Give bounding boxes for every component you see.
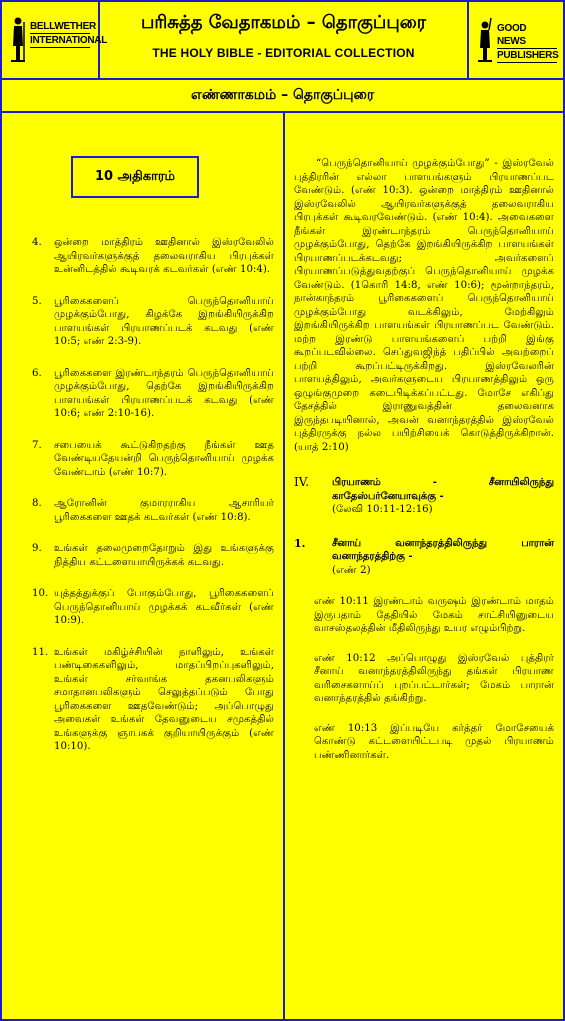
logo-line-2: INTERNATIONAL: [30, 35, 108, 46]
section-heading: [294, 476, 554, 503]
column-divider: [283, 113, 285, 1019]
verse-text: பூரிகைகளைப் பெருந்தொனியாய் முழக்கும்போது, கிழக்கே இறங்கியிருக்கிற பாளயங்கள் பிரயாணப்படக் கடவது (எண் 10:5; எண் 2:3-9).: [54, 295, 274, 347]
verse-item: [32, 236, 274, 277]
good-news-logo: [469, 2, 563, 78]
torch-figure-icon: [477, 16, 493, 62]
right-column: [294, 157, 554, 778]
logo-line-1: GOOD NEWS: [497, 22, 557, 49]
scripture-quotes: [314, 595, 554, 762]
section-reference: (லேவி 10:11-12:16): [332, 504, 433, 515]
verse-item: [32, 542, 274, 569]
section-title-text: பிரயாணம் - சீனாயிலிருந்து காதேஸ்பர்னேயாவுக்கு: [332, 477, 554, 502]
shepherd-figure-icon: [10, 16, 26, 62]
section-number: IV.: [294, 475, 310, 489]
good-news-logo-text: [497, 22, 557, 63]
book-subheader: எண்ணாகமம் – தொகுப்புரை: [2, 80, 563, 113]
subsection-title: [332, 537, 554, 564]
subsection-title-text: சீனாய் வனாந்தரத்திலிருந்து பாரான் வனாந்தரத்திற்கு: [332, 537, 554, 562]
verse-text: உங்கள் மகிழ்ச்சியின் நாளிலும், உங்கள் பண்டிகைகளிலும், மாதப்பிறப்புகளிலும், உங்கள் சர்வாங்க தகனபலிகளும் சமாதானபலிகளும் செலுத்தப்படும் போது பூரிகைகளை ஊதவேண்டும்; அப்பொழுது அவைகள் உங்கள் தேவனுடைய சமுகத்தில் உங்களுக்கு ஞாபகக் குறியாயிருக்கும் (எண் 10:10).: [54, 646, 274, 752]
verse-text: சபையைக் கூட்டுகிறதற்கு நீங்கள் ஊத வேண்டியதேயன்றி பெருந்தொனியாய் முழக்க வேண்டாம் (எண் 10:7).: [54, 439, 274, 478]
left-column: [32, 236, 274, 772]
subsection-dash: -: [408, 551, 413, 562]
verse-text: ஒன்றை மாத்திரம் ஊதினால் இஸ்ரவேலில் ஆயிரவர்களுக்குத் தலைவராகிய பிரபுக்கள் உன்னிடத்தில் கூடிவரக் கடவர்கள் (எண் 10:4).: [54, 237, 274, 275]
subsection-number: 1.: [294, 536, 306, 550]
tamil-title: பரிசுத்த வேதாகமம் – தொகுப்புரை: [140, 12, 427, 33]
verse-number: 10.: [32, 588, 49, 599]
scripture-quote: எண் 10:13 இப்படியே கர்த்தர் மோசேயைக் கொண்டு கட்டளையிட்டபடி முதல் பிரயாணம் பண்ணினார்கள்.: [314, 722, 554, 761]
title-block: [100, 2, 469, 78]
verse-number: 8.: [32, 498, 42, 509]
verse-number: 11.: [32, 646, 49, 658]
verse-number: 6.: [32, 367, 42, 379]
verse-number: 9.: [32, 543, 42, 554]
logo-line-1: BELLWETHER: [30, 21, 96, 32]
verse-item: [32, 295, 274, 349]
section-title: [332, 476, 554, 503]
header: [2, 2, 563, 80]
chapter-heading: 10 அதிகாரம்: [71, 156, 199, 198]
verse-item: [32, 439, 274, 480]
verse-number: 4.: [32, 237, 42, 248]
verse-text: உங்கள் தலைமுறைதோறும் இது உங்களுக்கு நித்திய கட்டளையாயிருக்கக் கடவது.: [54, 543, 274, 568]
verse-item: [32, 497, 274, 524]
verse-text: ஆரோனின் குமாரராகிய ஆசாரியர் பூரிகைகளை ஊதக் கடவர்கள் (எண் 10:8).: [54, 498, 274, 523]
subsection-reference: (எண் 2): [332, 564, 371, 576]
bellwether-logo-text: [30, 20, 108, 48]
commentary-paragraph: “பெருந்தொனியாய் முழக்கும்போது” - இஸ்ரவேல் புத்திரரின் எல்லா பாளயங்களும் பிரயாணப்பட வேண்டும். (எண் 10:3). ஒன்றை மாத்திரம் ஊதினால் இஸ்ரவேலில் ஆயிரவர்களுக்குத் தலைவராகிய பிரபுக்கள் கூடிவரவேண்டும். (எண் 10:4). அவைகளை நீங்கள் இரண்டாந்தரம் பெருந்தொனியாய் முழக்கும்போது, தெற்கே இறங்கியிருக்கிற பாளயங்கள் பிரயாணப்படக்கடவது; அவர்களைப் பிரயாணப்படுத்துவதற்குப் பெருந்தொனியாய் முழக்க வேண்டும். (1கொரி 14:8, எண் 10:6); மூன்றாந்தரம், நான்காந்தரம் பூரிகைகளைப் பெருந்தொனியாய் முழக்கும்போது வடக்கிலும், மேற்கிலும் இறங்கியிருக்கிற பாளயங்கள் பிரயாணப்பட வேண்டும். மற்ற இரண்டு பாளயங்களைப் பற்றி இங்கு கூறப்படவில்லை. செப்துவஜிந்த் பதிப்பில் அவற்றைப் பற்றி கூறப்பட்டிருக்கிறது. இஸ்ரவேலரின் பாளயத்திலும், அவர்களுடைய பிரயாணத்திலும் ஒரு ஒழுங்குமுறை கடைபிடிக்கப்பட்டது. மோசே எகிப்து தேசத்தில் இராணுவத்தின் தலைவனாக இருந்தபடியினால், அவன் வனாந்தரத்தில் இஸ்ரவேல் புத்திரருக்கு நல்ல பயிற்சியைக் கொடுத்திருக்கிறான். (யாத் 2:10): [294, 158, 554, 453]
verse-number: 7.: [32, 439, 42, 451]
english-title: THE HOLY BIBLE - EDITORIAL COLLECTION: [152, 46, 415, 60]
scripture-quote: எண் 10:12 அப்பொழுது இஸ்ரவேல் புத்திரர் சீனாய் வனாந்தரத்திலிருந்து தங்கள் பிரயாண வரிசைகளாய்ப் புறப்பட்டார்கள்; மேகம் பாரான் வனாந்தரத்தில் தங்கிற்று.: [314, 652, 554, 704]
subsection-heading: [294, 537, 554, 564]
verse-item: [32, 646, 274, 754]
verse-number: 5.: [32, 295, 42, 307]
logo-line-2: PUBLISHERS: [497, 50, 559, 61]
scripture-quote: எண் 10:11 இரண்டாம் வருஷம் இரண்டாம் மாதம் இருபதாம் தேதியில் மேகம் சாட்சியினுடைய வாசஸ்தலத்தின் மீதிலிருந்து உயர எழும்பிற்று.: [314, 596, 554, 634]
verse-text: பூரிகைகளை இரண்டாந்தரம் பெருந்தொனியாய் முழக்கும்போது, தெற்கே இறங்கியிருக்கிற பாளயங்கள் பிரயாணப்படக் கடவது (எண் 10:6; எண் 2:10-16).: [54, 367, 274, 419]
section-dash: -: [439, 490, 444, 502]
bellwether-logo: [2, 2, 108, 78]
verse-item: [32, 367, 274, 421]
verse-text: யுத்தத்துக்குப் போகும்போது, பூரிகைகளைப் பெருந்தொனியாய் முழக்கக் கடவீர்கள் (எண் 10:9).: [54, 588, 274, 626]
verse-item: [32, 587, 274, 628]
